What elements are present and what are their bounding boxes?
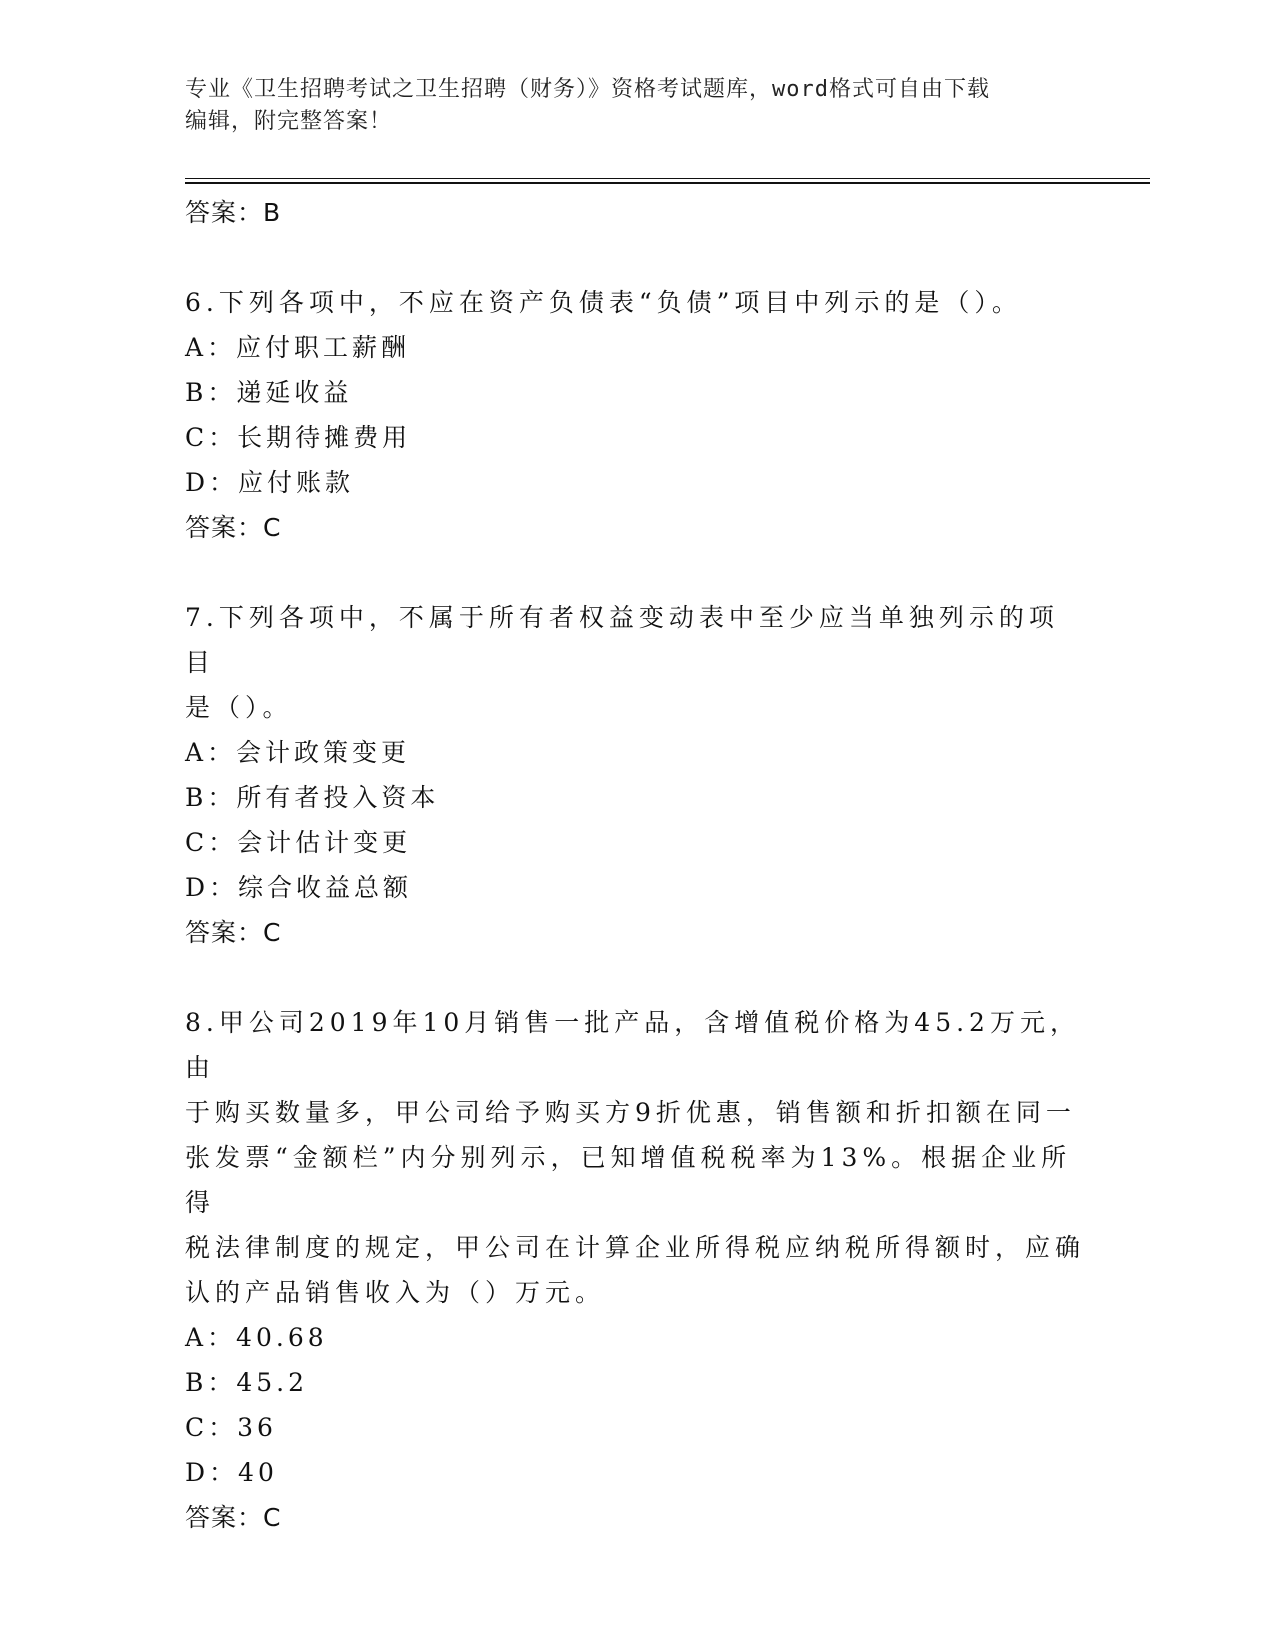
question-7-option-c: C：会计估计变更 xyxy=(185,828,412,857)
question-6-option-a: A：应付职工薪酬 xyxy=(185,333,411,362)
question-7-option-d: D：综合收益总额 xyxy=(185,873,413,902)
question-6-option-d: D：应付账款 xyxy=(185,468,355,497)
question-7 xyxy=(185,595,1085,956)
question-8-stem-line-3: 张发票“金额栏”内分别列示，已知增值税税率为13%。根据企业所得 xyxy=(185,1143,1072,1217)
question-8-stem-line-4: 税法律制度的规定，甲公司在计算企业所得税应纳税所得额时，应确 xyxy=(185,1233,1086,1262)
question-8 xyxy=(185,1000,1085,1541)
header-divider-thick xyxy=(185,182,1150,184)
spacer xyxy=(185,551,1085,595)
previous-answer: 答案：B xyxy=(185,198,282,227)
question-6-stem: 6.下列各项中，不应在资产负债表“负债”项目中列示的是（）。 xyxy=(185,288,1022,317)
question-8-answer: 答案：C xyxy=(185,1503,282,1532)
document-header xyxy=(185,74,1085,138)
spacer xyxy=(185,236,1085,280)
question-6-answer: 答案：C xyxy=(185,513,282,542)
header-line-1: 专业《卫生招聘考试之卫生招聘（财务）》资格考试题库，word格式可自由下载 xyxy=(185,77,990,102)
header-divider-thin xyxy=(185,178,1150,179)
question-list xyxy=(185,190,1085,1541)
question-8-option-b: B：45.2 xyxy=(185,1368,309,1397)
question-7-option-a: A：会计政策变更 xyxy=(185,738,411,767)
question-6-option-c: C：长期待摊费用 xyxy=(185,423,412,452)
question-8-option-a: A：40.68 xyxy=(185,1323,328,1352)
question-7-stem-line-2: 是（）。 xyxy=(185,693,293,722)
question-7-option-b: B：所有者投入资本 xyxy=(185,783,440,812)
header-line-2: 编辑，附完整答案！ xyxy=(185,109,393,134)
question-8-option-c: C：36 xyxy=(185,1413,277,1442)
question-8-stem-line-2: 于购买数量多，甲公司给予购买方9折优惠，销售额和折扣额在同一 xyxy=(185,1098,1076,1127)
question-8-stem-line-5: 认的产品销售收入为（）万元。 xyxy=(185,1278,606,1307)
question-7-answer: 答案：C xyxy=(185,918,282,947)
question-7-stem-line-1: 7.下列各项中，不属于所有者权益变动表中至少应当单独列示的项目 xyxy=(185,603,1059,677)
question-6-option-b: B：递延收益 xyxy=(185,378,353,407)
question-8-stem-line-1: 8.甲公司2019年10月销售一批产品，含增值税价格为45.2万元，由 xyxy=(185,1008,1080,1082)
question-8-option-d: D：40 xyxy=(185,1458,278,1487)
spacer xyxy=(185,956,1085,1000)
question-6 xyxy=(185,280,1085,551)
